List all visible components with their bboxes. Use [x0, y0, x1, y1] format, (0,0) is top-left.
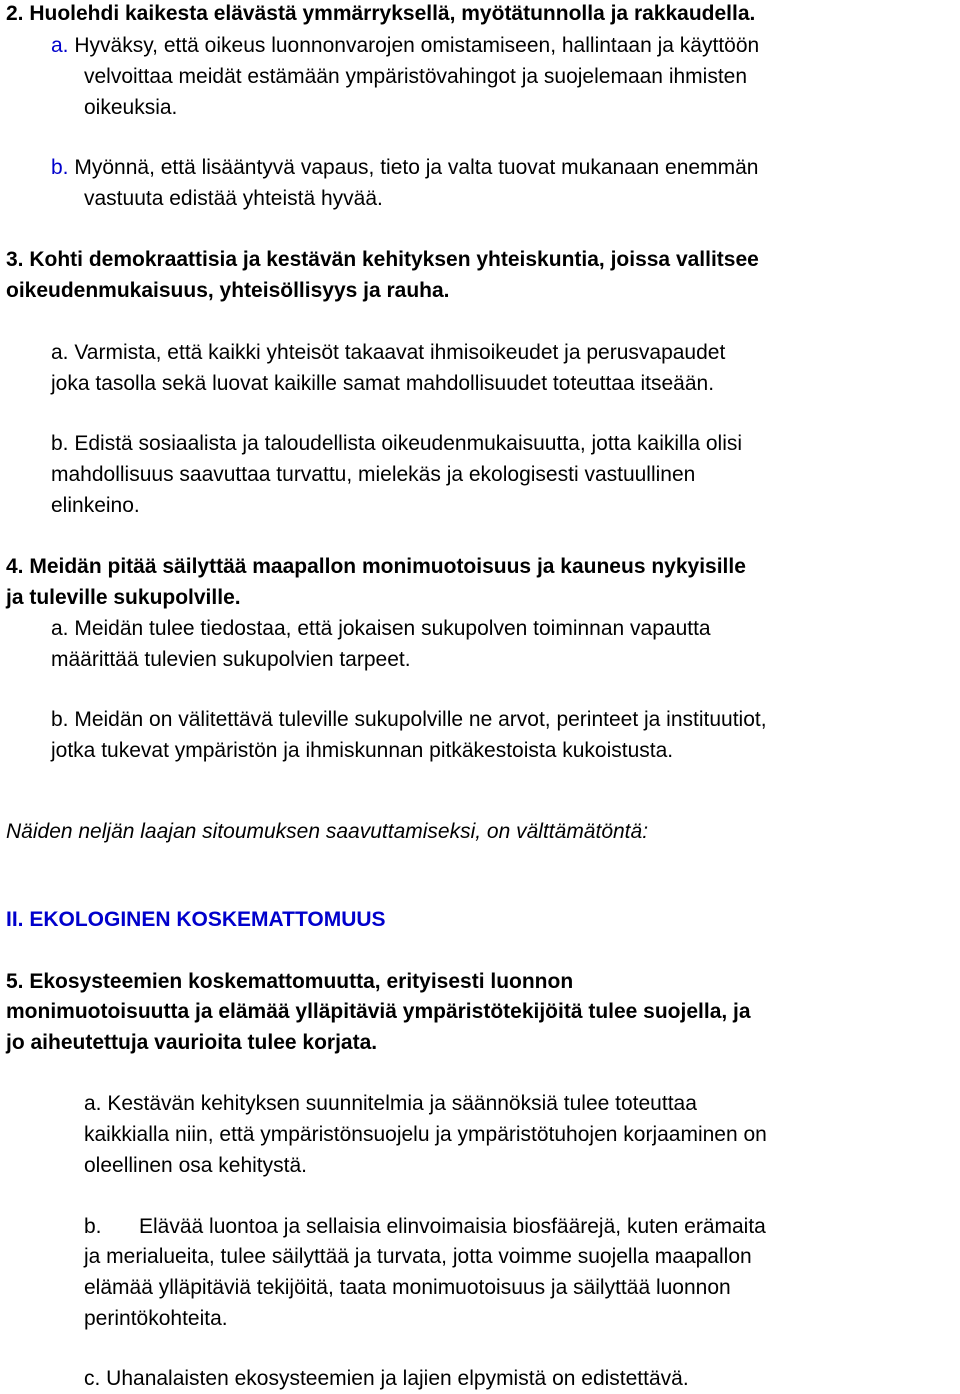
section-2b-line-2: vastuuta edistää yhteistä hyvää. [84, 187, 383, 210]
section-3-heading-line-1: 3. Kohti demokraattisia ja kestävän kehityksen yhteiskuntia, joissa vallitsee [6, 248, 759, 271]
section-3b-line-2: mahdollisuus saavuttaa turvattu, mielekäs ja ekologisesti vastuullinen [51, 463, 696, 486]
section-5a-line-2: kaikkialla niin, että ympäristönsuojelu ja ympäristötuhojen korjaaminen on [84, 1123, 767, 1146]
item-marker-b: b. [51, 156, 69, 179]
item-marker-b: b. [84, 1215, 102, 1238]
item-marker-a: a. [51, 34, 69, 57]
section-4b-line-2: jotka tukevat ympäristön ja ihmiskunnan pitkäkestoista kukoistusta. [51, 739, 674, 762]
section-2a-line-1 [51, 32, 759, 60]
section-2-heading: 2. Huolehdi kaikesta elävästä ymmärryksellä, myötätunnolla ja rakkaudella. [6, 2, 756, 25]
commitments-intro: Näiden neljän laajan sitoumuksen saavuttamiseksi, on välttämätöntä: [6, 820, 649, 843]
section-4a-line-2: määrittää tulevien sukupolvien tarpeet. [51, 648, 411, 671]
section-5a-line-3: oleellinen osa kehitystä. [84, 1154, 307, 1177]
section-5b-line-4: perintökohteita. [84, 1307, 228, 1330]
section-2a-line-2: velvoittaa meidät estämään ympäristövahingot ja suojelemaan ihmisten [84, 65, 748, 88]
section-2b-text: Myönnä, että lisääntyvä vapaus, tieto ja valta tuovat mukanaan enemmän [74, 156, 759, 179]
section-5c-line-1: c. Uhanalaisten ekosysteemien ja lajien elpymistä on edistettävä. [84, 1367, 689, 1390]
section-5b-text: Elävää luontoa ja sellaisia elinvoimaisia biosfäärejä, kuten erämaita [139, 1215, 766, 1238]
part-2-heading: II. EKOLOGINEN KOSKEMATTOMUUS [6, 908, 386, 931]
section-3b-line-1: b. Edistä sosiaalista ja taloudellista oikeudenmukaisuutta, jotta kaikilla olisi [51, 432, 743, 455]
section-3b-line-3: elinkeino. [51, 494, 140, 517]
section-5a-line-1: a. Kestävän kehityksen suunnitelmia ja säännöksiä tulee toteuttaa [84, 1092, 697, 1115]
section-2a-text: Hyväksy, että oikeus luonnonvarojen omistamiseen, hallintaan ja käyttöön [74, 34, 760, 57]
section-5b-line-3: elämää ylläpitäviä tekijöitä, taata monimuotoisuus ja säilyttää luonnon [84, 1276, 731, 1299]
section-2a-line-3: oikeuksia. [84, 96, 178, 119]
section-3a-line-2: joka tasolla sekä luovat kaikille samat mahdollisuudet toteuttaa itseään. [51, 372, 715, 395]
section-4b-line-1: b. Meidän on välitettävä tuleville sukupolville ne arvot, perinteet ja instituutiot, [51, 708, 767, 731]
section-4-heading-line-1: 4. Meidän pitää säilyttää maapallon monimuotoisuus ja kauneus nykyisille [6, 555, 746, 578]
section-5b-line-1 [84, 1213, 766, 1241]
section-4-heading-line-2: ja tuleville sukupolville. [6, 586, 241, 609]
section-5-heading-line-1: 5. Ekosysteemien koskemattomuutta, erityisesti luonnon [6, 970, 574, 993]
section-3-heading-line-2: oikeudenmukaisuus, yhteisöllisyys ja rauha. [6, 279, 450, 302]
section-3a-line-1: a. Varmista, että kaikki yhteisöt takaavat ihmisoikeudet ja perusvapaudet [51, 341, 726, 364]
section-5-heading-line-3: jo aiheutettuja vaurioita tulee korjata. [6, 1031, 378, 1054]
section-5b-line-2: ja merialueita, tulee säilyttää ja turvata, jotta voimme suojella maapallon [84, 1245, 752, 1268]
section-5-heading-line-2: monimuotoisuutta ja elämää ylläpitäviä ympäristötekijöitä tulee suojella, ja [6, 1000, 751, 1023]
section-4a-line-1: a. Meidän tulee tiedostaa, että jokaisen sukupolven toiminnan vapautta [51, 617, 711, 640]
section-2b-line-1 [51, 154, 758, 182]
